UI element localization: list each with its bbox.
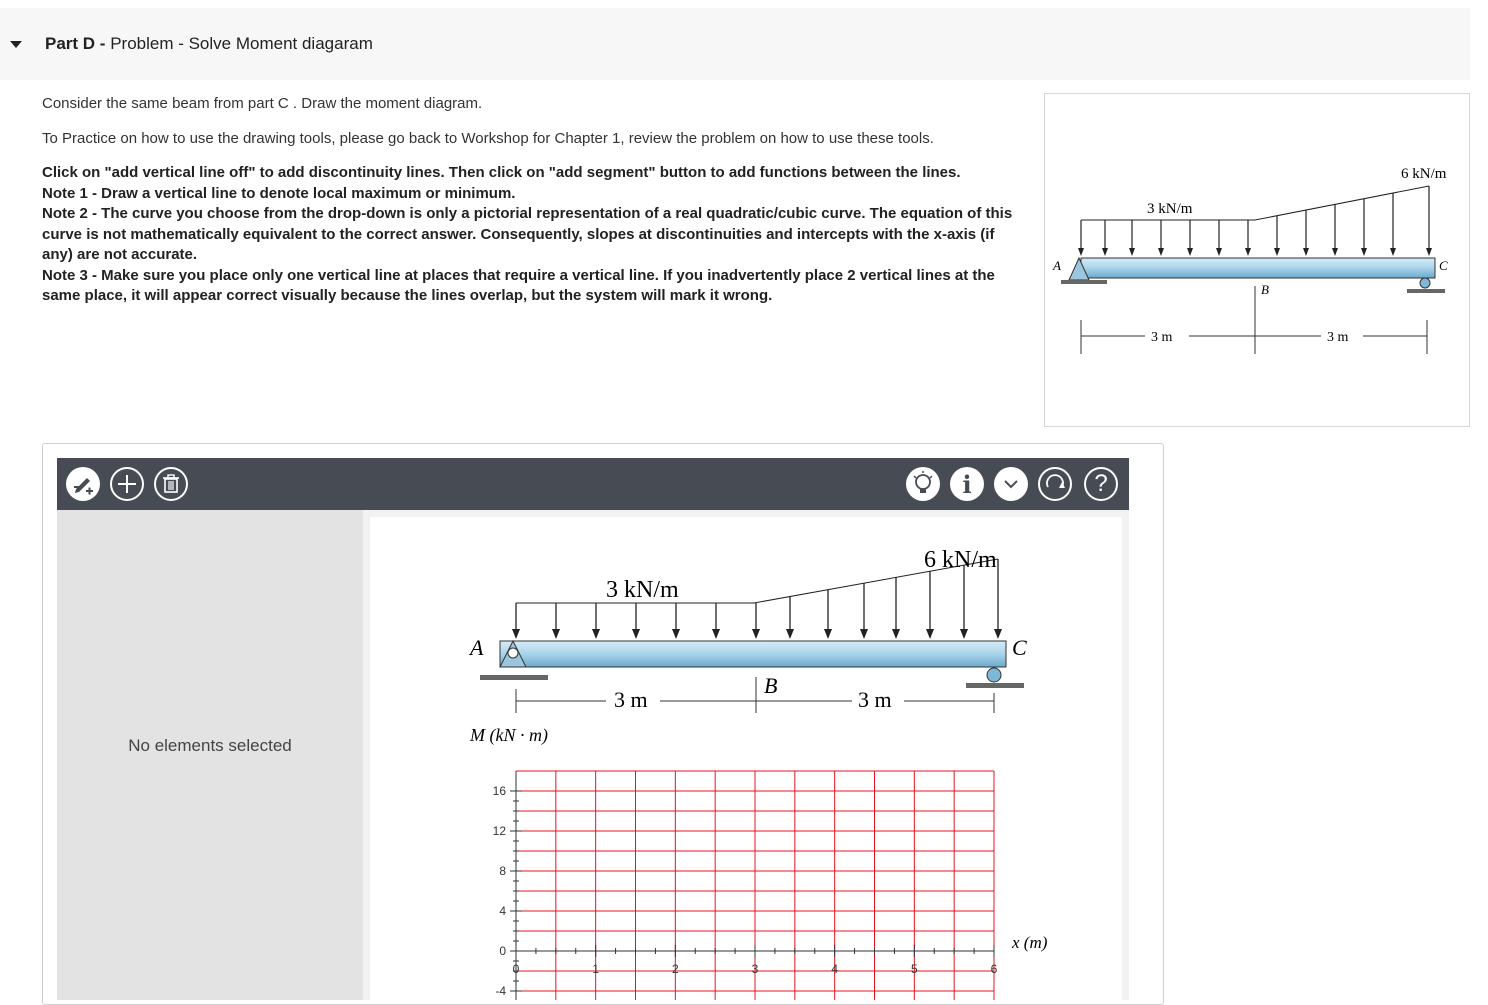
x-tick-label: 0 [512, 962, 520, 976]
plus-icon [112, 469, 142, 499]
instruction-paragraph-2: To Practice on how to use the drawing tools, please go back to Workshop for Chapter 1, review the problem on how to use these tools. [42, 129, 934, 147]
canvas-load-right: 6 kN/m [924, 547, 997, 573]
canvas-span-1: 3 m [614, 687, 648, 712]
ref-ground-a [1061, 280, 1107, 284]
collapse-caret-icon[interactable] [10, 41, 22, 48]
canvas-load-arrowhead [824, 629, 832, 639]
properties-panel [57, 510, 363, 1000]
trash-icon [156, 469, 186, 499]
part-label: Part D [45, 34, 96, 53]
ref-load-arrowhead [1426, 248, 1432, 256]
lightbulb-icon [906, 467, 940, 501]
canvas-load-arrowhead [592, 629, 600, 639]
info-button[interactable] [950, 467, 984, 501]
canvas-load-arrowhead [552, 629, 560, 639]
drawing-toolbar [57, 458, 1129, 510]
ref-load-arrowhead [1129, 248, 1135, 256]
canvas-load-arrowhead [632, 629, 640, 639]
x-tick-label: 4 [831, 962, 839, 976]
canvas-load-arrowhead [892, 629, 900, 639]
canvas-load-left: 3 kN/m [606, 577, 679, 603]
ref-load-arrowhead [1158, 248, 1164, 256]
ref-load-envelope [1081, 186, 1429, 220]
curve-dropdown-button[interactable] [994, 467, 1028, 501]
ref-load-arrowhead [1332, 248, 1338, 256]
canvas-load-arrowhead [512, 629, 520, 639]
instruction-note-2: Note 2 - The curve you choose from the drop-down is only a pictorial representation of a real quadratic/cubic curve. The equation of this curve is not mathematically equivalent to the correct answer. Consequently, slopes at discontinuities and intercepts with the x-axis (if any) are not accurate. [42, 205, 1013, 263]
canvas-svg[interactable] [370, 517, 1122, 1000]
instructions [42, 94, 1022, 307]
canvas-label-b: B [764, 673, 778, 698]
y-tick-label: 16 [492, 784, 506, 798]
canvas-span-2: 3 m [858, 687, 892, 712]
reset-button[interactable] [1038, 467, 1072, 501]
y-tick-label: 4 [499, 904, 506, 918]
canvas-beam [500, 641, 1006, 667]
info-icon: i [962, 470, 972, 499]
part-separator: - [95, 34, 111, 53]
ref-label-a: A [1053, 258, 1061, 273]
y-tick-label: 0 [499, 944, 506, 958]
help-icon: ? [1094, 470, 1108, 497]
drawing-canvas[interactable] [370, 517, 1122, 1000]
help-button[interactable] [1084, 467, 1118, 501]
canvas-label-a: A [470, 635, 484, 660]
ref-ground-c [1407, 289, 1445, 293]
canvas-ground-a [480, 675, 548, 680]
canvas-load-arrowhead [860, 629, 868, 639]
moment-axes [493, 771, 998, 1000]
ref-load-arrowhead [1078, 248, 1084, 256]
instruction-note-1: Note 1 - Draw a vertical line to denote local maximum or minimum. [42, 184, 516, 202]
ref-load-arrowhead [1245, 248, 1251, 256]
canvas-load-arrowhead [752, 629, 760, 639]
chevron-down-icon [994, 467, 1028, 501]
x-tick-label: 5 [910, 962, 918, 976]
ref-load-arrowhead [1390, 248, 1396, 256]
instruction-note-3: Note 3 - Make sure you place only one vertical line at places that require a vertical line. If you inadvertently place 2 vertical lines at the same place, it will appear correct visually because the lines overlap, but the system will mark it wrong. [42, 266, 995, 304]
instruction-paragraph-1: Consider the same beam from part C . Draw the moment diagram. [42, 95, 483, 112]
drawing-canvas-area [363, 510, 1129, 1000]
ref-load-arrowhead [1187, 248, 1193, 256]
ref-load-arrowhead [1274, 248, 1280, 256]
canvas-load-arrowhead [926, 629, 934, 639]
ref-span-2: 3 m [1327, 330, 1349, 345]
ref-label-b: B [1261, 282, 1269, 297]
part-title [45, 34, 373, 54]
reference-figure [1044, 93, 1470, 427]
part-title-text: Problem - Solve Moment diagaram [110, 34, 373, 53]
ref-load-arrows [1078, 186, 1432, 256]
ref-roller [1420, 278, 1430, 288]
moment-axis-label: M (kN · m) [470, 725, 548, 745]
canvas-load-arrowhead [672, 629, 680, 639]
x-axis-label: x (m) [1012, 933, 1048, 952]
add-vertical-line-button[interactable] [66, 467, 100, 501]
part-header[interactable] [0, 8, 1470, 80]
canvas-load-arrowhead [994, 629, 1002, 639]
hint-button[interactable] [906, 467, 940, 501]
ref-load-right: 6 kN/m [1401, 166, 1447, 182]
x-tick-label: 1 [592, 962, 600, 976]
x-tick-label: 2 [671, 962, 679, 976]
canvas-load-arrowhead [960, 629, 968, 639]
x-tick-label: 3 [751, 962, 759, 976]
ref-load-arrowhead [1303, 248, 1309, 256]
ref-load-arrowhead [1361, 248, 1367, 256]
x-tick-label: 6 [990, 962, 998, 976]
y-tick-label: 12 [492, 824, 506, 838]
ref-span-1: 3 m [1151, 330, 1173, 345]
y-tick-label: 8 [499, 864, 506, 878]
selection-status: No elements selected [128, 736, 292, 755]
instruction-bold-1: Click on "add vertical line off" to add discontinuity lines. Then click on "add segment" button to add functions between the lines. [42, 164, 961, 181]
canvas-roller [987, 668, 1001, 682]
ref-label-c: C [1439, 258, 1448, 273]
canvas-ground-c [966, 683, 1024, 688]
canvas-load-arrowhead [786, 629, 794, 639]
reset-icon [1040, 469, 1070, 499]
ref-load-arrowhead [1102, 248, 1108, 256]
ref-load-arrowhead [1216, 248, 1222, 256]
delete-button[interactable] [154, 467, 188, 501]
ref-load-left: 3 kN/m [1147, 201, 1193, 217]
canvas-pin [508, 648, 518, 658]
vertical-line-pencil-icon [66, 467, 100, 501]
add-segment-button[interactable] [110, 467, 144, 501]
canvas-load-arrowhead [712, 629, 720, 639]
ref-beam [1081, 258, 1435, 278]
canvas-label-c: C [1012, 635, 1027, 660]
reference-beam-svg [1045, 94, 1469, 426]
y-tick-label: -4 [495, 984, 506, 998]
